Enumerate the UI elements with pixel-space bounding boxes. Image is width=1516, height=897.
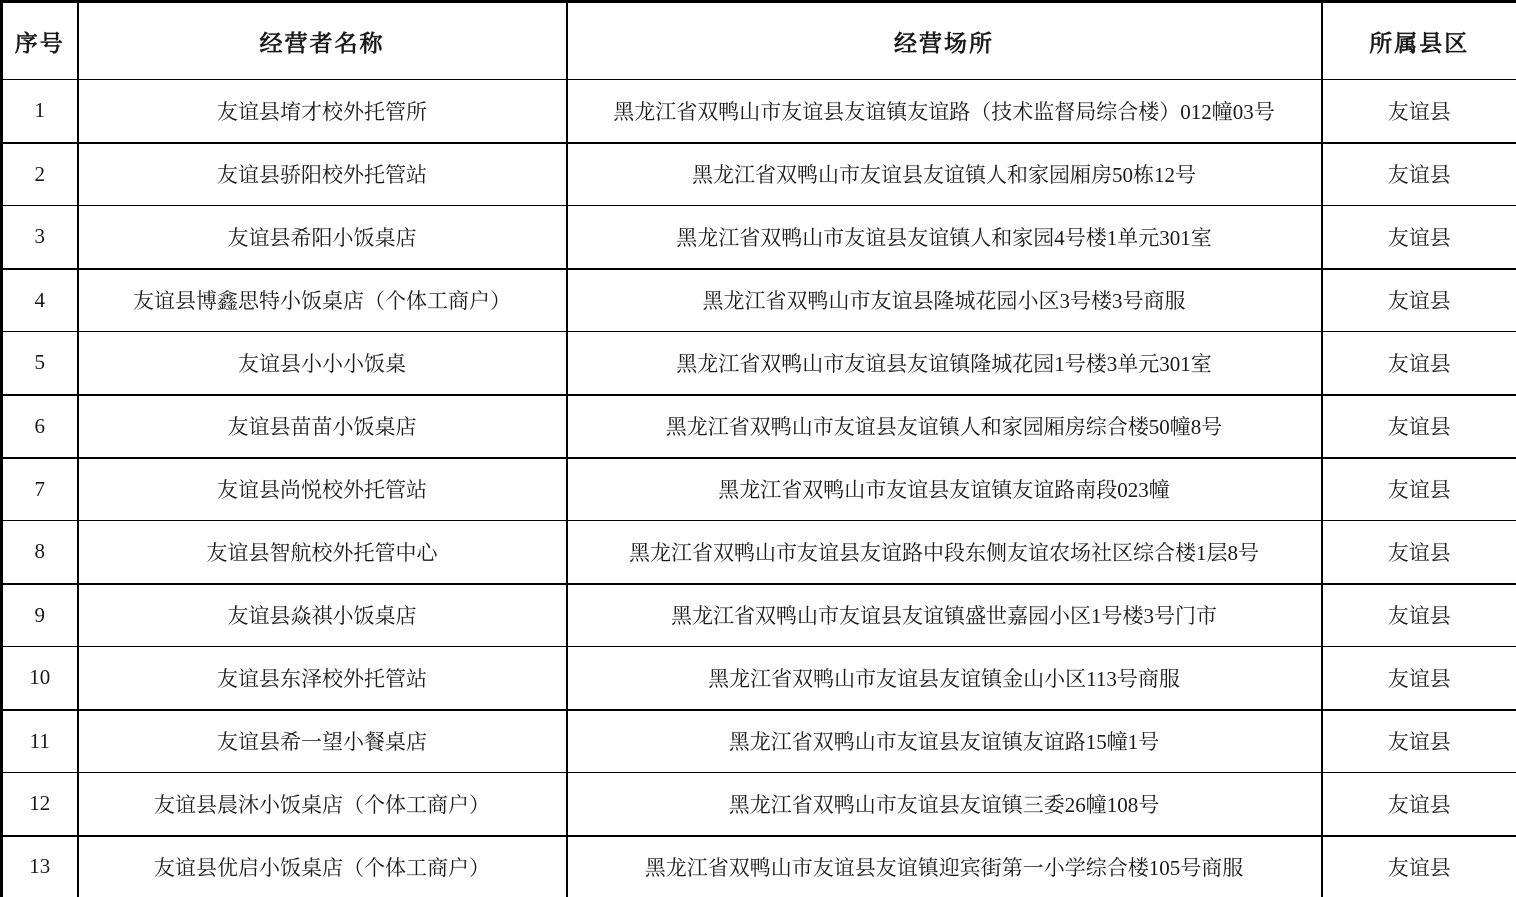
cell-location: 黑龙江省双鸭山市友谊县友谊镇友谊路（技术监督局综合楼）012幢03号 xyxy=(567,80,1322,143)
cell-district: 友谊县 xyxy=(1322,521,1516,584)
cell-operator: 友谊县堉才校外托管所 xyxy=(78,80,567,143)
cell-district: 友谊县 xyxy=(1322,773,1516,836)
cell-district: 友谊县 xyxy=(1322,143,1516,206)
cell-district: 友谊县 xyxy=(1322,836,1516,897)
cell-location: 黑龙江省双鸭山市友谊县友谊镇三委26幢108号 xyxy=(567,773,1322,836)
cell-operator: 友谊县希阳小饭桌店 xyxy=(78,206,567,269)
cell-operator: 友谊县小小小饭桌 xyxy=(78,332,567,395)
cell-district: 友谊县 xyxy=(1322,647,1516,710)
cell-district: 友谊县 xyxy=(1322,269,1516,332)
cell-index: 11 xyxy=(2,710,78,773)
cell-operator: 友谊县骄阳校外托管站 xyxy=(78,143,567,206)
cell-location: 黑龙江省双鸭山市友谊县友谊镇迎宾街第一小学综合楼105号商服 xyxy=(567,836,1322,897)
column-header-operator: 经营者名称 xyxy=(78,2,567,80)
table-row xyxy=(2,836,1516,897)
cell-index: 2 xyxy=(2,143,78,206)
cell-district: 友谊县 xyxy=(1322,332,1516,395)
cell-operator: 友谊县博鑫思特小饭桌店（个体工商户） xyxy=(78,269,567,332)
table-row xyxy=(2,395,1516,458)
cell-operator: 友谊县尚悦校外托管站 xyxy=(78,458,567,521)
table-row xyxy=(2,206,1516,269)
cell-location: 黑龙江省双鸭山市友谊县友谊镇人和家园厢房50栋12号 xyxy=(567,143,1322,206)
cell-index: 7 xyxy=(2,458,78,521)
cell-operator: 友谊县希一望小餐桌店 xyxy=(78,710,567,773)
column-header-location: 经营场所 xyxy=(567,2,1322,80)
table-row xyxy=(2,773,1516,836)
cell-operator: 友谊县焱祺小饭桌店 xyxy=(78,584,567,647)
cell-index: 13 xyxy=(2,836,78,897)
cell-district: 友谊县 xyxy=(1322,458,1516,521)
table-row xyxy=(2,332,1516,395)
table-row xyxy=(2,143,1516,206)
cell-operator: 友谊县东泽校外托管站 xyxy=(78,647,567,710)
cell-location: 黑龙江省双鸭山市友谊县友谊镇隆城花园1号楼3单元301室 xyxy=(567,332,1322,395)
column-header-district: 所属县区 xyxy=(1322,2,1516,80)
table-row xyxy=(2,80,1516,143)
table-row xyxy=(2,269,1516,332)
cell-location: 黑龙江省双鸭山市友谊县友谊镇人和家园4号楼1单元301室 xyxy=(567,206,1322,269)
cell-index: 8 xyxy=(2,521,78,584)
cell-location: 黑龙江省双鸭山市友谊县友谊镇金山小区113号商服 xyxy=(567,647,1322,710)
table-header-row xyxy=(2,2,1516,80)
cell-index: 5 xyxy=(2,332,78,395)
cell-location: 黑龙江省双鸭山市友谊县隆城花园小区3号楼3号商服 xyxy=(567,269,1322,332)
table-row xyxy=(2,584,1516,647)
cell-index: 4 xyxy=(2,269,78,332)
table-row xyxy=(2,521,1516,584)
cell-index: 1 xyxy=(2,80,78,143)
cell-location: 黑龙江省双鸭山市友谊县友谊镇盛世嘉园小区1号楼3号门市 xyxy=(567,584,1322,647)
cell-district: 友谊县 xyxy=(1322,584,1516,647)
cell-operator: 友谊县优启小饭桌店（个体工商户） xyxy=(78,836,567,897)
table-body xyxy=(2,80,1516,897)
table-row xyxy=(2,710,1516,773)
cell-index: 3 xyxy=(2,206,78,269)
cell-index: 6 xyxy=(2,395,78,458)
cell-operator: 友谊县晨沐小饭桌店（个体工商户） xyxy=(78,773,567,836)
column-header-index: 序号 xyxy=(2,2,78,80)
cell-location: 黑龙江省双鸭山市友谊县友谊路中段东侧友谊农场社区综合楼1层8号 xyxy=(567,521,1322,584)
cell-location: 黑龙江省双鸭山市友谊县友谊镇友谊路南段023幢 xyxy=(567,458,1322,521)
table-row xyxy=(2,647,1516,710)
cell-location: 黑龙江省双鸭山市友谊县友谊镇友谊路15幢1号 xyxy=(567,710,1322,773)
cell-district: 友谊县 xyxy=(1322,710,1516,773)
cell-location: 黑龙江省双鸭山市友谊县友谊镇人和家园厢房综合楼50幢8号 xyxy=(567,395,1322,458)
cell-index: 10 xyxy=(2,647,78,710)
table-row xyxy=(2,458,1516,521)
cell-index: 12 xyxy=(2,773,78,836)
cell-district: 友谊县 xyxy=(1322,206,1516,269)
cell-district: 友谊县 xyxy=(1322,395,1516,458)
cell-operator: 友谊县智航校外托管中心 xyxy=(78,521,567,584)
cell-operator: 友谊县苗苗小饭桌店 xyxy=(78,395,567,458)
cell-index: 9 xyxy=(2,584,78,647)
cell-district: 友谊县 xyxy=(1322,80,1516,143)
